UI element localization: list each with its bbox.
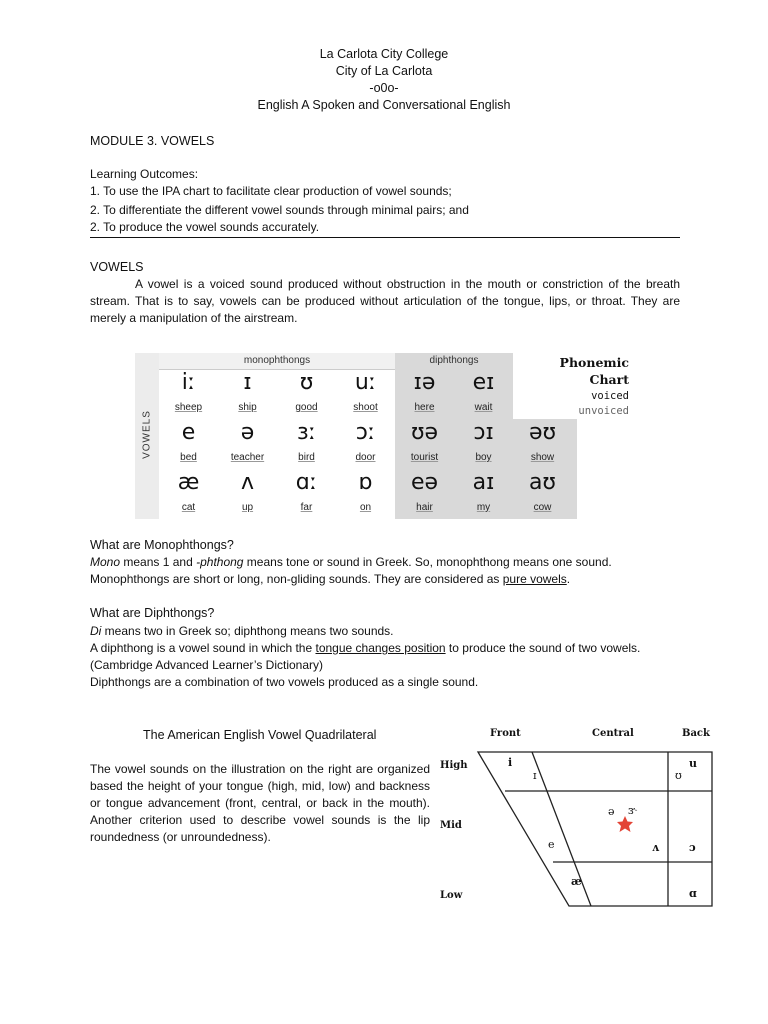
vowels-paragraph: A vowel is a voiced sound produced without obstruction in the mouth or constriction of the breath stream. That is to say, vowels can be produced without articulation of the tongue, lips, or throat. They are merely a manipulation of the airstream. [90,277,680,325]
example-word: cow [533,502,552,513]
vowel-small-i: ɪ [533,769,537,782]
example-word: good [295,402,318,413]
phoneme-symbol: ʊə [410,420,439,445]
vowel-quadrilateral [436,724,726,914]
example-word: far [300,502,313,513]
example-word: boy [475,452,492,463]
example-word: wait [474,402,493,413]
college-name: La Carlota City College [319,47,449,61]
phoneme-symbol: ɔɪ [473,420,494,445]
outcome-item: 1. To use the IPA chart to facilitate clear production of vowel sounds; [90,184,452,198]
monophthongs-group-label: monophthongs [243,355,311,366]
monophthongs-line1: Mono means 1 and -phthong means tone or sound in Greek. So, monophthong means one sound. [90,555,612,569]
phoneme-symbol: ɪ [243,370,252,395]
quadrilateral-paragraph: The vowel sounds on the illustration on the right are organized based the height of your tongue (high, mid, low) and backness or tongue advancement (front, central, or back in the mouth). Another criterion used to describe vowel sounds is the lip roundedness (or unroundedness). [90,762,430,844]
phoneme-symbol: eə [410,470,439,495]
example-word: bed [180,452,197,463]
example-word: hair [416,502,433,513]
outcome-item: 2. To differentiate the different vowel sounds through minimal pairs; and [90,203,469,217]
legend-title: Phonemic [559,355,629,370]
legend-voiced: voiced [591,390,629,402]
row-label-low: Low [440,890,463,901]
phoneme-symbol: aɪ [472,470,495,495]
vowel-i: i [508,756,513,769]
row-label-mid: Mid [440,820,462,831]
vowel-u: u [689,757,697,770]
example-word: teacher [230,452,265,463]
phoneme-symbol: æ [177,470,200,495]
outcomes-heading: Learning Outcomes: [90,167,199,181]
phoneme-symbol: ɜː [296,420,317,445]
legend-unvoiced: unvoiced [578,405,629,417]
example-word: here [414,402,435,413]
vowel-rhotic-schwa: ɝ [628,804,637,817]
vowel-ash: æ [571,875,582,888]
vowel-upsilon: ʊ [675,769,682,782]
example-word: show [530,452,555,463]
example-word: sheep [174,402,203,413]
separator-ornament: -o0o- [369,81,399,95]
diphthongs-line4: Diphthongs are a combination of two vowels produced as a single sound. [90,675,479,689]
phoneme-symbol: ɔː [355,420,376,445]
vowel-wedge: ʌ [652,841,660,854]
section-divider [90,237,680,238]
diphthongs-line1: Di means two in Greek so; diphthong means two sounds. [90,624,394,638]
course-title: English A Spoken and Conversational English [257,98,511,112]
phonemic-chart [135,353,629,519]
phoneme-symbol: ɪə [413,370,436,395]
phoneme-symbol: iː [181,370,196,395]
vowel-open-o: ɔ [689,841,696,854]
module-title: MODULE 3. VOWELS [90,134,215,148]
example-word: ship [238,402,257,413]
phoneme-symbol: ɑː [295,470,318,495]
row-label-high: High [440,760,468,771]
diphthongs-group-label: diphthongs [429,355,479,366]
diphthongs-line2: A diphthong is a vowel sound in which the tongue changes position to produce the sound of two vowels. [90,641,641,655]
vowels-heading: VOWELS [90,260,144,274]
diphthongs-line3: (Cambridge Advanced Learner’s Dictionary) [90,658,324,672]
vowel-script-a: ɑ [689,887,697,900]
quadrilateral-title: The American English Vowel Quadrilateral [143,728,377,742]
example-word: on [359,502,372,513]
vowel-e: e [548,838,555,851]
monophthongs-line2: Monophthongs are short or long, non-gliding sounds. They are considered as pure vowels. [90,572,571,586]
example-word: shoot [353,402,378,413]
phoneme-symbol: ʌ [240,470,255,495]
phoneme-symbol: ɒ [358,470,373,495]
column-label-back: Back [682,728,710,739]
outcome-item: 2. To produce the vowel sounds accurately. [90,220,320,234]
phoneme-symbol: ə [240,420,255,445]
example-word: my [476,502,491,513]
example-word: bird [298,452,315,463]
example-word: cat [181,502,196,513]
star-icon [617,816,633,832]
example-word: tourist [410,452,439,463]
phoneme-symbol: ʊ [299,370,314,395]
example-word: up [241,502,254,513]
diphthongs-heading: What are Diphthongs? [90,606,215,620]
phoneme-symbol: eɪ [472,370,495,395]
phoneme-symbol: aʊ [528,470,557,495]
vowel-schwa: ə [608,805,615,818]
phoneme-symbol: əʊ [528,420,557,445]
legend-title: Chart [589,372,629,387]
phoneme-symbol: uː [354,370,377,395]
example-word: door [355,452,376,463]
phoneme-symbol: e [181,420,196,445]
column-label-front: Front [490,728,521,739]
monophthongs-heading: What are Monophthongs? [90,538,234,552]
column-label-central: Central [592,728,634,739]
city-name: City of La Carlota [335,64,433,78]
chart-side-label: VOWELS [141,410,153,459]
